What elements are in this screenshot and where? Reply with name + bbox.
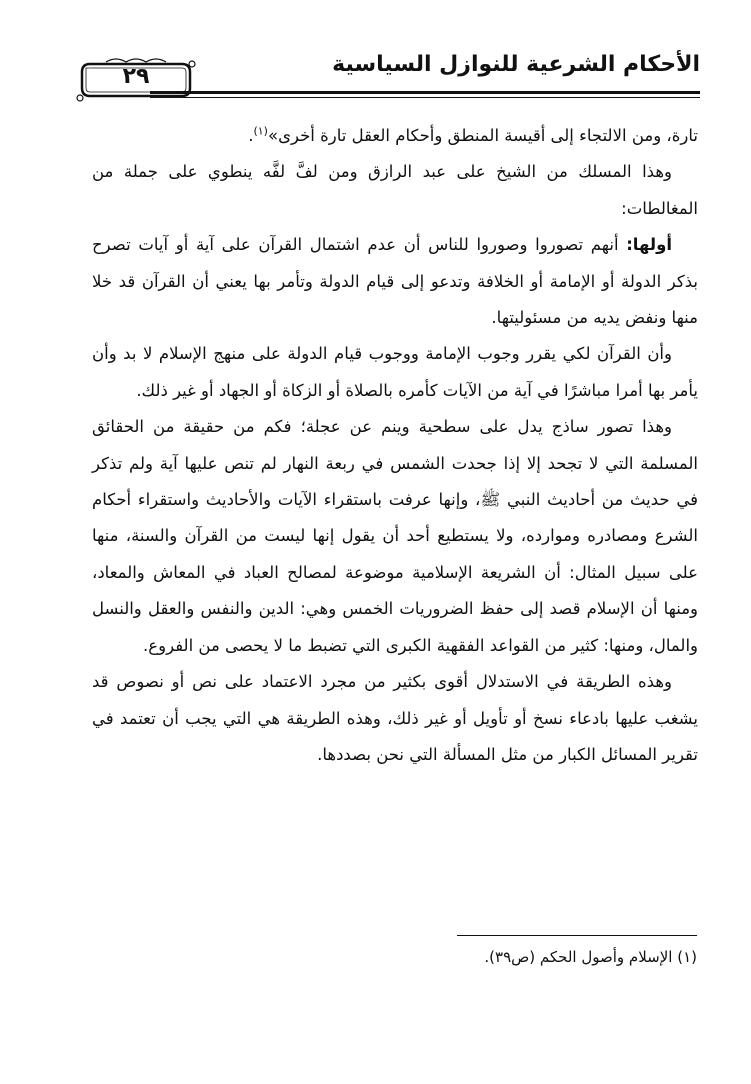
footnote-rule: [457, 935, 697, 936]
header-rule-thin: [150, 97, 700, 98]
paragraph-4: وأن القرآن لكي يقرر وجوب الإمامة ووجوب قيام الدولة على منهج الإسلام لا بد وأن يأمر بها أمرا مباشرًا في آية من الآيات كأمره بالصلاة أو الزكاة أو الجهاد أو غير ذلك.: [92, 344, 698, 400]
paragraph-3: [92, 227, 698, 336]
paragraph-6: وهذه الطريقة في الاستدلال أقوى بكثير من مجرد الاعتماد على نص أو نصوص قد يشغب عليها بادعاء نسخ أو تأويل أو غير ذلك، وهذه الطريقة هي التي يجب أن تعتمد في تقرير المسائل الكبار من مثل المسألة التي نحن بصددها.: [92, 672, 698, 764]
page-header: [60, 40, 700, 110]
page-number: ٢٩: [122, 64, 150, 89]
paragraph-5: وهذا تصور ساذج يدل على سطحية وينم عن عجلة؛ فكم من حقيقة من الحقائق المسلمة التي لا تجحد إلا إذا جحدت الشمس في ربعة النهار لم تنص عليها آية ولم تذكر في حديث من أحاديث النبي ﷺ، وإنها عرفت باستقراء الآيات والأحاديث واستقراء أحكام الشرع ومصادره وموارده، ولا يستطيع أحد أن يقول إنها ليست من القرآن والسنة، منها على سبيل المثال: أن الشريعة الإسلامية موضوعة لمصالح العباد في المعاش والمعاد، ومنها أن الإسلام قصد إلى حفظ الضروريات الخمس وهي: الدين والنفس والعقل والنسل والمال، ومنها: كثير من القواعد الفقهية الكبرى التي تضبط ما لا يحصى من الفروع.: [92, 417, 698, 655]
header-rule: [150, 91, 700, 94]
footnote-marker: (١): [253, 124, 268, 138]
footnote: (١) الإسلام وأصول الحكم (ص٣٩).: [484, 948, 697, 966]
paragraph-1-tail: .: [248, 126, 254, 145]
paragraph-1: [92, 118, 698, 154]
paragraph-2: وهذا المسلك من الشيخ على عبد الرازق ومن لفَّ لفَّه ينطوي على جملة من المغالطات:: [92, 162, 698, 218]
body-text: [92, 118, 698, 773]
paragraph-1-text: تارة، ومن الالتجاء إلى أقيسة المنطق وأحكام العقل تارة أخرى»: [267, 126, 698, 145]
running-title: الأحكام الشرعية للنوازل السياسية: [332, 52, 700, 77]
paragraph-3-lead: أولها:: [626, 235, 672, 255]
paragraph-3-text: أنهم تصوروا وصوروا للناس أن عدم اشتمال القرآن على آية أو آيات تصرح بذكر الدولة أو الإمامة أو الخلافة وتدعو إلى قيام الدولة وتأمر بها يعني أن القرآن قد خلا منها ونفض يديه من مسئوليتها.: [92, 235, 698, 328]
